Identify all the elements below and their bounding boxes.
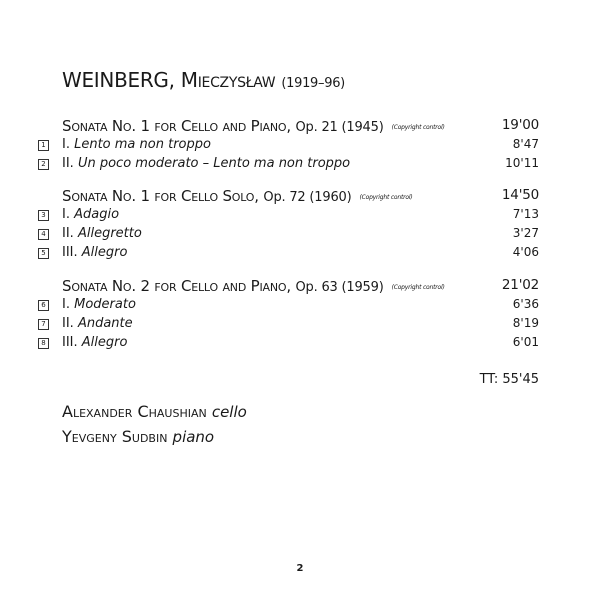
movement-number: II. — [62, 316, 74, 331]
movement-number: I. — [62, 297, 70, 312]
work-title: Sonata No. 1 for Cello and Piano, — [62, 117, 291, 135]
composer-surname: WEINBERG, — [62, 68, 175, 92]
movement-name: Lento ma non troppo — [74, 137, 211, 152]
work-heading — [62, 277, 539, 295]
track-row — [38, 226, 539, 244]
total-time-row — [38, 372, 539, 390]
track-number: 2 — [38, 159, 49, 170]
track-duration: 7'13 — [512, 207, 539, 221]
track-number: 1 — [38, 140, 49, 151]
movement-number: II. — [62, 226, 74, 241]
track-number: 8 — [38, 338, 49, 349]
work-rights: (Copyright control) — [391, 124, 445, 131]
work-duration: 19'00 — [501, 117, 539, 133]
page-number: 2 — [296, 563, 304, 574]
track-row — [38, 156, 539, 174]
track-duration: 8'47 — [512, 137, 539, 151]
track-number: 7 — [38, 319, 49, 330]
movement-name: Un poco moderato – Lento ma non troppo — [77, 156, 351, 171]
track-duration: 3'27 — [512, 226, 539, 240]
track-duration: 8'19 — [512, 316, 539, 330]
total-time: TT: 55'45 — [479, 372, 539, 387]
track-row — [38, 316, 539, 334]
movement-name: Andante — [77, 316, 133, 331]
performer-name: Alexander Chaushian — [62, 402, 207, 421]
work-duration: 14'50 — [501, 187, 539, 203]
work-opus: Op. 21 (1945) — [295, 120, 384, 135]
work-title: Sonata No. 2 for Cello and Piano, — [62, 277, 291, 295]
track-number: 5 — [38, 248, 49, 259]
performer — [62, 402, 247, 421]
movement-name: Allegro — [81, 245, 128, 260]
performer-name: Yevgeny Sudbin — [62, 427, 168, 446]
performer-role: cello — [211, 403, 247, 421]
movement-name: Allegretto — [77, 226, 142, 241]
work-opus: Op. 72 (1960) — [263, 190, 352, 205]
work-opus: Op. 63 (1959) — [295, 280, 384, 295]
movement-number: III. — [62, 245, 78, 260]
track-row — [38, 297, 539, 315]
movement-number: II. — [62, 156, 74, 171]
track-row — [38, 335, 539, 353]
movement-name: Moderato — [74, 297, 136, 312]
work-duration: 21'02 — [501, 277, 539, 293]
track-number: 6 — [38, 300, 49, 311]
performer — [62, 427, 214, 446]
track-duration: 10'11 — [505, 156, 539, 170]
composer-heading — [62, 68, 345, 92]
work-rights: (Copyright control) — [391, 284, 445, 291]
movement-name: Allegro — [81, 335, 128, 350]
track-row — [38, 137, 539, 155]
movement-number: I. — [62, 137, 70, 152]
work-heading — [62, 187, 539, 205]
composer-given-name: Mieczysław — [180, 68, 276, 92]
performer-role: piano — [172, 428, 215, 446]
movement-number: I. — [62, 207, 70, 222]
movement-number: III. — [62, 335, 78, 350]
track-row — [38, 207, 539, 225]
work-title: Sonata No. 1 for Cello Solo, — [62, 187, 259, 205]
track-duration: 4'06 — [512, 245, 539, 259]
track-number: 4 — [38, 229, 49, 240]
track-number: 3 — [38, 210, 49, 221]
track-duration: 6'01 — [512, 335, 539, 349]
track-row — [38, 245, 539, 263]
work-heading — [62, 117, 539, 135]
movement-name: Adagio — [74, 207, 120, 222]
work-rights: (Copyright control) — [359, 194, 413, 201]
track-duration: 6'36 — [512, 297, 539, 311]
composer-years: (1919–96) — [281, 76, 345, 91]
